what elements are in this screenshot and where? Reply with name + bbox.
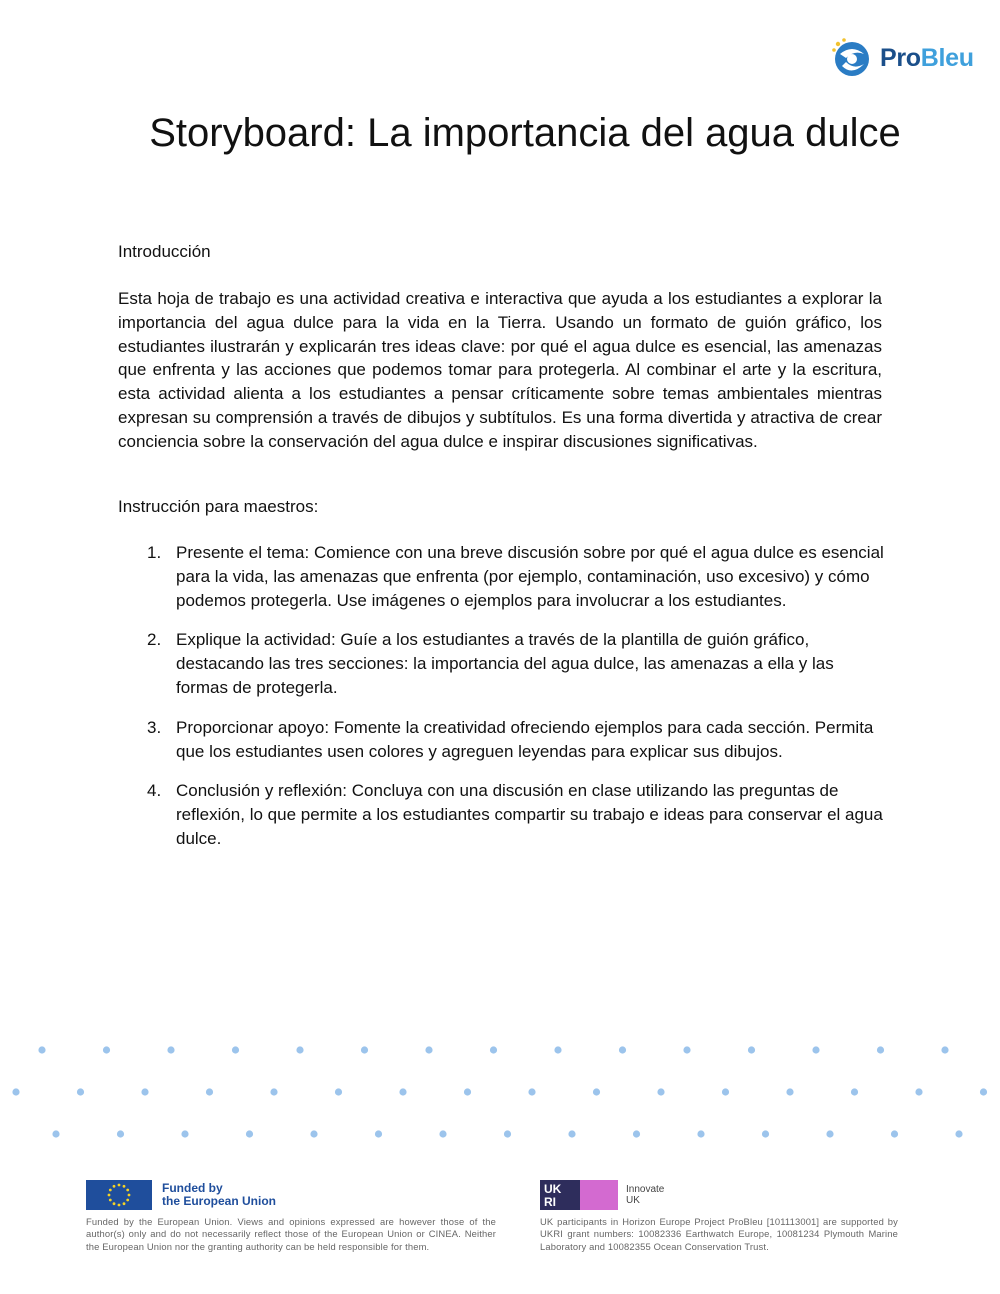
uk-line: UK — [626, 1195, 640, 1206]
probleu-logo — [830, 36, 974, 80]
decorative-dot — [697, 1130, 704, 1137]
innovate-uk-label — [626, 1184, 664, 1206]
decorative-dot — [528, 1088, 535, 1095]
step-text: Proporcionar apoyo: Fomente la creatividad ofreciendo ejemplos para cada sección. Permita que los estudiantes usen colores y agreguen leyendas para explicar sus dibujos. — [176, 717, 874, 761]
probleu-swirl-icon — [830, 36, 874, 80]
uk-participants-note: UK participants in Horizon Europe Project ProBleu [101113001] are supported by UKRI grant numbers: 10082336 Earthwatch Europe, 10081234 Plymouth Marine Laboratory and 10082355 Ocean Conservation Trust. — [540, 1216, 898, 1252]
decorative-dot — [232, 1046, 239, 1053]
decorative-dot — [206, 1088, 213, 1095]
list-item — [118, 716, 888, 764]
decorative-dot — [439, 1130, 446, 1137]
decorative-dot — [593, 1088, 600, 1095]
decorative-dot — [117, 1130, 124, 1137]
list-item — [118, 779, 888, 850]
eu-flag-icon — [86, 1180, 152, 1210]
step-number: 3. — [147, 717, 162, 737]
step-number: 1. — [147, 543, 162, 562]
step-text: Conclusión y reflexión: Concluya con una discusión en clase utilizando las preguntas de reflexión, lo que permite a los estudiantes compartir su trabajo e ideas para conservar el agua dulce. — [176, 781, 883, 848]
decorative-dot — [38, 1046, 45, 1053]
teacher-instructions-heading: Instrucción para maestros: — [118, 497, 319, 516]
decorative-dot — [12, 1088, 19, 1095]
decorative-dot — [762, 1130, 769, 1137]
introduction-paragraph: Esta hoja de trabajo es una actividad creativa e interactiva que ayuda a los estudiantes a explorar la importancia del agua dulce para la vida en la Tierra. Usando un formato de guión gráfico, los estudiantes ilustrarán y explicarán tres ideas clave: por qué el agua dulce es esencial, las amenazas que enfrenta y las acciones que podemos tomar para protegerla. Al combinar el arte y la escritura, esta actividad alienta a los estudiantes a pensar críticamente sobre temas ambientales mientras expresan su comprensión a través de dibujos y subtítulos. Es una forma divertida y atractiva de crear conciencia sobre la conservación del agua dulce e inspirar discusiones significativas. — [118, 289, 882, 451]
decorative-dot — [310, 1130, 317, 1137]
decorative-dot — [490, 1046, 497, 1053]
list-item — [118, 628, 888, 699]
decorative-dot — [425, 1046, 432, 1053]
step-number: 2. — [147, 630, 162, 650]
page-title: Storyboard: La importancia del agua dulce — [149, 111, 901, 155]
decorative-dot — [335, 1088, 342, 1095]
decorative-dot — [633, 1130, 640, 1137]
decorative-dot — [246, 1130, 253, 1137]
decorative-dot — [554, 1046, 561, 1053]
teacher-steps-list — [118, 541, 888, 867]
decorative-dot — [722, 1088, 729, 1095]
step-number: 4. — [147, 781, 162, 801]
list-item — [118, 541, 888, 612]
decorative-dot — [504, 1130, 511, 1137]
logo-pro-text: Pro — [880, 43, 921, 72]
decorative-dot — [181, 1130, 188, 1137]
eu-funding-block — [86, 1180, 496, 1253]
decorative-dot — [941, 1046, 948, 1053]
decorative-dot — [296, 1046, 303, 1053]
decorative-dot — [464, 1088, 471, 1095]
decorative-dot — [361, 1046, 368, 1053]
introduction-heading: Introducción — [118, 242, 211, 261]
european-union-line: the European Union — [162, 1194, 276, 1208]
ukri-logo-icon — [540, 1180, 618, 1210]
decorative-dot — [103, 1046, 110, 1053]
decorative-dot — [167, 1046, 174, 1053]
decorative-dot — [568, 1130, 575, 1137]
decorative-dot — [683, 1046, 690, 1053]
decorative-dot — [786, 1088, 793, 1095]
decorative-dot — [915, 1088, 922, 1095]
decorative-dot — [812, 1046, 819, 1053]
logo-bleu-text: Bleu — [920, 43, 974, 72]
funded-by-eu-label — [162, 1182, 276, 1208]
decorative-dot — [826, 1130, 833, 1137]
decorative-dot — [141, 1088, 148, 1095]
step-text: Presente el tema: Comience con una breve discusión sobre por qué el agua dulce es esencial para la vida, las amenazas que enfrenta (por ejemplo, contaminación, uso excesivo) y cómo podemos protegerla. Use imágenes o ejemplos para involucrar a los estudiantes. — [176, 543, 884, 610]
decorative-dot-pattern — [0, 1040, 1000, 1150]
decorative-dot — [891, 1130, 898, 1137]
decorative-dot — [52, 1130, 59, 1137]
eu-disclaimer: Funded by the European Union. Views and opinions expressed are however those of the author(s) only and do not necessarily reflect those of the European Union or CINEA. Neither the European Union nor the granting authority can be held responsible for them. — [86, 1216, 496, 1252]
logo-wordmark — [880, 44, 974, 73]
decorative-dot — [619, 1046, 626, 1053]
decorative-dot — [375, 1130, 382, 1137]
decorative-dot — [270, 1088, 277, 1095]
svg-text:RI: RI — [544, 1195, 556, 1209]
svg-text:UK: UK — [544, 1182, 562, 1196]
decorative-dot — [851, 1088, 858, 1095]
decorative-dot — [657, 1088, 664, 1095]
step-text: Explique la actividad: Guíe a los estudiantes a través de la plantilla de guión gráfico, destacando las tres secciones: la importancia del agua dulce, las amenazas a ella y las formas de protegerla. — [176, 630, 834, 697]
funded-by-line: Funded by — [162, 1181, 223, 1195]
decorative-dot — [980, 1088, 987, 1095]
decorative-dot — [877, 1046, 884, 1053]
uk-funding-block — [540, 1180, 898, 1253]
decorative-dot — [77, 1088, 84, 1095]
innovate-line: Innovate — [626, 1184, 665, 1195]
decorative-dot — [748, 1046, 755, 1053]
decorative-dot — [955, 1130, 962, 1137]
decorative-dot — [399, 1088, 406, 1095]
